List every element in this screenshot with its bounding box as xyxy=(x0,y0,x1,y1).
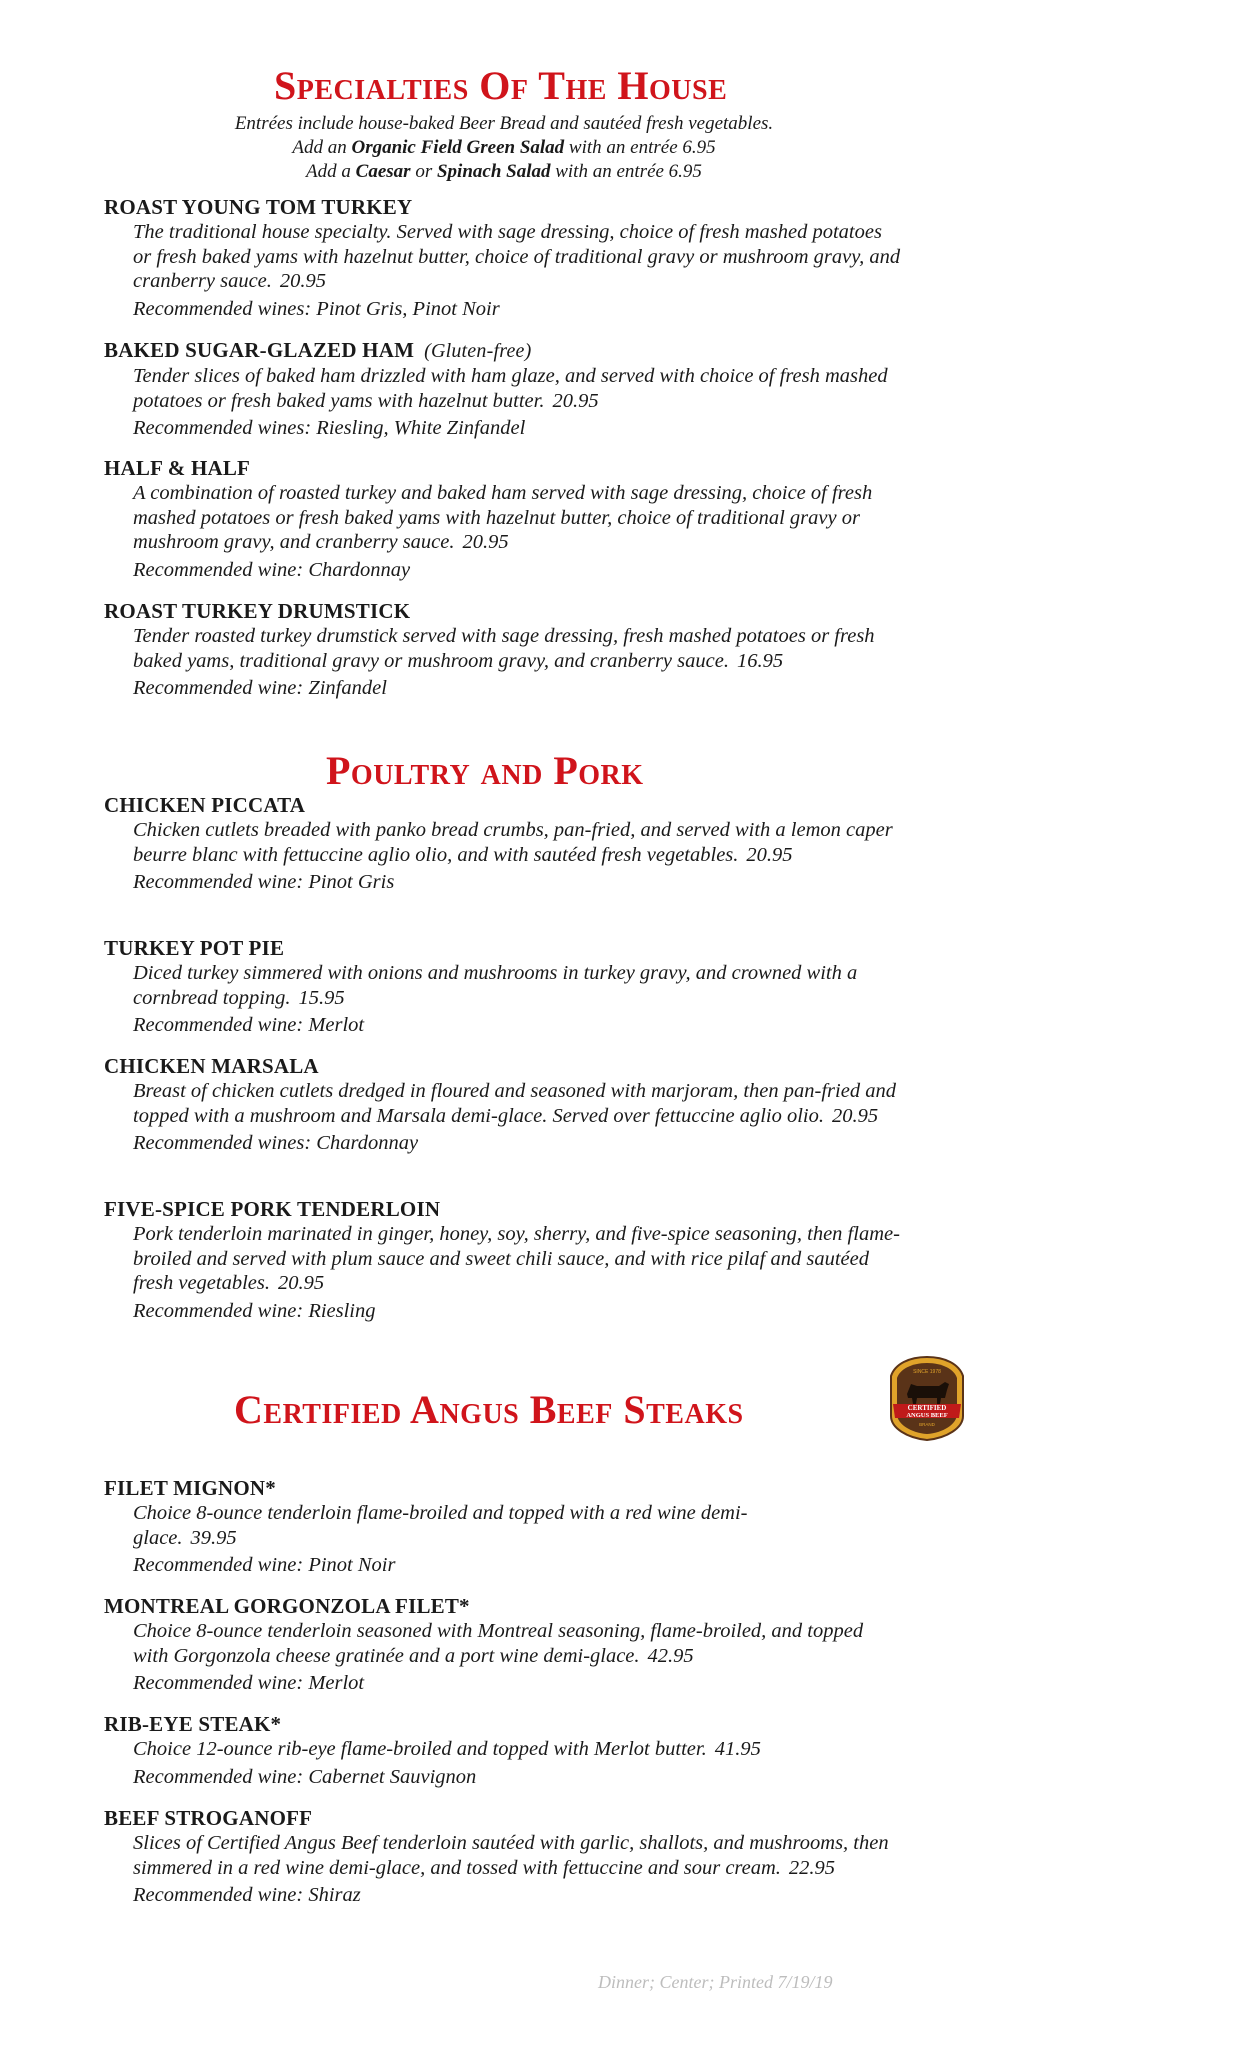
menu-item xyxy=(104,1594,924,1696)
menu-item xyxy=(104,599,924,701)
item-price: 16.95 xyxy=(736,649,784,672)
item-wine: Recommended wines: Riesling, White Zinfandel xyxy=(133,417,526,439)
item-wine: Recommended wine: Riesling xyxy=(133,1299,376,1322)
item-description: Slices of Certified Angus Beef tenderloin sautéed with garlic, shallots, and mushrooms, then simmered in a red wine demi-glace, and tossed with fettuccine and sour cream. 22.95 xyxy=(133,1832,889,1879)
item-price: 39.95 xyxy=(190,1526,237,1549)
item-price: 20.95 xyxy=(278,1272,325,1294)
badge-line-2: ANGUS BEEF xyxy=(906,1412,948,1419)
item-wine: Recommended wine: Merlot xyxy=(133,1014,365,1036)
item-price: 20.95 xyxy=(746,843,793,866)
item-name: CHICKEN MARSALA xyxy=(104,1054,319,1078)
item-wine: Recommended wine: Pinot Noir xyxy=(133,1554,396,1576)
badge-brand-text: BRAND xyxy=(919,1422,935,1427)
item-description: Breast of chicken cutlets dredged in floured and seasoned with marjoram, then pan-fried and topped with a mushroom and Marsala demi-glace. Served over fettuccine aglio olio. 20.95 xyxy=(133,1080,896,1127)
item-wine: Recommended wine: Zinfandel xyxy=(133,677,387,699)
item-wine: Recommended wine: Pinot Gris xyxy=(133,871,395,893)
menu-item xyxy=(104,1054,924,1156)
item-name: ROAST TURKEY DRUMSTICK xyxy=(104,599,411,623)
print-footer: Dinner; Center; Printed 7/19/19 xyxy=(598,1972,833,1992)
item-name: TURKEY POT PIE xyxy=(104,936,285,960)
item-price: 42.95 xyxy=(647,1644,694,1667)
item-wine: Recommended wine: Cabernet Sauvignon xyxy=(133,1765,477,1788)
intro-line-3: Add a Caesar or Spinach Salad with an entrée 6.95 xyxy=(306,161,702,182)
badge-since-text: SINCE 1978 xyxy=(913,1369,941,1375)
menu-item xyxy=(104,793,924,895)
intro-line-2: Add an Organic Field Green Salad with an entrée 6.95 xyxy=(292,137,716,158)
item-name: BAKED SUGAR-GLAZED HAM (Gluten-free) xyxy=(104,338,532,362)
section-title-angus-steaks: Certified Angus Beef Steaks xyxy=(234,1387,744,1432)
certified-angus-beef-logo xyxy=(887,1354,967,1442)
item-note: (Gluten-free) xyxy=(424,340,532,362)
item-description: Choice 12-ounce rib-eye flame-broiled and topped with Merlot butter. 41.95 xyxy=(133,1738,761,1760)
item-name: BEEF STROGANOFF xyxy=(104,1806,313,1830)
menu-item xyxy=(104,456,924,583)
menu-item xyxy=(104,195,924,322)
specialties-intro xyxy=(104,112,904,184)
item-description: Diced turkey simmered with onions and mushrooms in turkey gravy, and crowned with a cornbread topping. 15.95 xyxy=(133,962,858,1009)
menu-item xyxy=(104,936,924,1038)
item-name: CHICKEN PICCATA xyxy=(104,793,306,817)
badge-line-1: CERTIFIED xyxy=(907,1404,947,1412)
item-price: 20.95 xyxy=(832,1104,879,1127)
section-title-specialties: Specialties Of The House xyxy=(274,63,728,108)
item-wine: Recommended wine: Merlot xyxy=(133,1672,365,1694)
item-price: 20.95 xyxy=(552,389,599,412)
item-description: Chicken cutlets breaded with panko bread crumbs, pan-fried, and served with a lemon caper beurre blanc with fettuccine aglio olio, and with sautéed fresh vegetables. 20.95 xyxy=(133,819,893,866)
menu-item xyxy=(104,338,924,441)
item-price: 22.95 xyxy=(788,1856,836,1879)
menu-item xyxy=(104,1476,924,1578)
menu-item xyxy=(104,1712,924,1790)
item-price: 20.95 xyxy=(462,531,509,553)
item-name: FILET MIGNON* xyxy=(104,1476,276,1500)
item-price: 15.95 xyxy=(298,986,345,1009)
item-wine: Recommended wines: Chardonnay xyxy=(133,1132,419,1154)
item-description: Tender roasted turkey drumstick served with sage dressing, fresh mashed potatoes or fresh baked yams, traditional gravy or mushroom gravy, and cranberry sauce. 16.95 xyxy=(133,625,875,672)
item-price: 41.95 xyxy=(714,1738,761,1760)
item-name: MONTREAL GORGONZOLA FILET* xyxy=(104,1594,470,1618)
item-name: HALF & HALF xyxy=(104,456,251,480)
item-description: Pork tenderloin marinated in ginger, honey, soy, sherry, and five-spice seasoning, then flame-broiled and served with plum sauce and sweet chili sauce, and with rice pilaf and sautéed fresh vegetables. 20.95 xyxy=(133,1223,900,1294)
menu-item xyxy=(104,1806,924,1908)
intro-line-1: Entrées include house-baked Beer Bread and sautéed fresh vegetables. xyxy=(234,113,774,134)
item-description: Choice 8-ounce tenderloin seasoned with Montreal seasoning, flame-broiled, and topped with Gorgonzola cheese gratinée and a port wine demi-glace. 42.95 xyxy=(133,1620,864,1667)
item-description: A combination of roasted turkey and baked ham served with sage dressing, choice of fresh mashed potatoes or fresh baked yams with hazelnut butter, choice of traditional gravy or mushroom gravy, and cranberry sauce. 20.95 xyxy=(133,482,873,553)
item-wine: Recommended wine: Shiraz xyxy=(133,1884,361,1906)
item-name: RIB-EYE STEAK* xyxy=(104,1712,282,1736)
section-title-poultry-pork: Poultry and Pork xyxy=(326,748,644,793)
item-description: Tender slices of baked ham drizzled with ham glaze, and served with choice of fresh mashed potatoes or fresh baked yams with hazelnut butter. 20.95 xyxy=(133,365,888,412)
item-price: 20.95 xyxy=(279,270,327,292)
item-description: Choice 8-ounce tenderloin flame-broiled and topped with a red wine demi-glace. 39.95 xyxy=(133,1502,748,1549)
item-name: ROAST YOUNG TOM TURKEY xyxy=(104,195,413,219)
menu-item xyxy=(104,1197,924,1324)
item-name: FIVE-SPICE PORK TENDERLOIN xyxy=(104,1197,441,1221)
item-wine: Recommended wines: Pinot Gris, Pinot Noir xyxy=(133,297,500,320)
item-description: The traditional house specialty. Served with sage dressing, choice of fresh mashed potatoes or fresh baked yams with hazelnut butter, choice of traditional gravy or mushroom gravy, and cranberry sauce. 20.95 xyxy=(133,221,901,292)
item-wine: Recommended wine: Chardonnay xyxy=(133,558,411,581)
